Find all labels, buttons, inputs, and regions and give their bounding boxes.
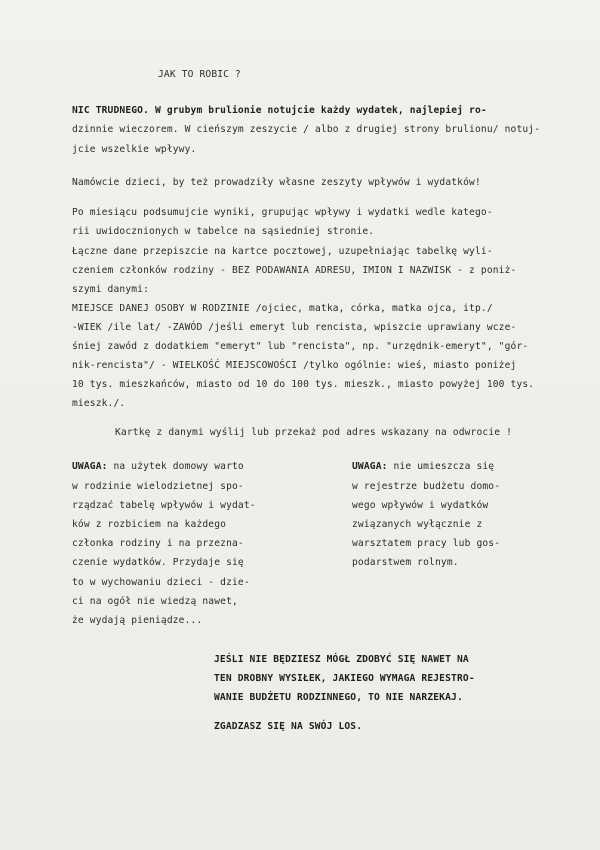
note-left-line-9: że wydają pieniądze... bbox=[72, 615, 203, 626]
note-left-line-8: ci na ogół nie wiedzą nawet, bbox=[72, 596, 238, 607]
note-right-label: UWAGA: bbox=[352, 461, 388, 472]
closing-line-4: ZGADZASZ SIĘ NA SWÓJ LOS. bbox=[214, 721, 363, 732]
paragraph-4-line-5: -WIEK /ile lat/ -ZAWÓD /jeśli emeryt lub rencista, wpiszcie uprawiany wcze- bbox=[72, 322, 517, 333]
note-left-line-7: to w wychowaniu dzieci - dzie- bbox=[72, 577, 250, 588]
paragraph-5: Kartkę z danymi wyślij lub przekaż pod adres wskazany na odwrocie ! bbox=[115, 427, 513, 438]
paragraph-1-line-2: dzinnie wieczorem. W cieńszym zeszycie / albo z drugiej strony brulionu/ notuj- bbox=[72, 124, 541, 135]
note-left-line-5: członka rodziny i na przezna- bbox=[72, 538, 244, 549]
paragraph-4-line-3: szymi danymi: bbox=[72, 284, 150, 295]
note-right-line-2: w rejestrze budżetu domo- bbox=[352, 481, 501, 492]
paragraph-4-line-4: MIEJSCE DANEJ OSOBY W RODZINIE /ojciec, matka, córka, matka ojca, itp./ bbox=[72, 303, 493, 314]
paragraph-3-line-2: rii uwidocznionych w tabelce na sąsiedniej stronie. bbox=[72, 226, 375, 237]
paragraph-2: Namówcie dzieci, by też prowadziły własne zeszyty wpływów i wydatków! bbox=[72, 177, 481, 188]
paragraph-4-line-1: Łączne dane przepiszcie na kartce pocztowej, uzupełniając tabelkę wyli- bbox=[72, 246, 493, 257]
closing-line-2: TEN DROBNY WYSIŁEK, JAKIEGO WYMAGA REJESTRO- bbox=[214, 673, 475, 684]
note-left-line-2: w rodzinie wielodzietnej spo- bbox=[72, 481, 244, 492]
note-left-first-text: na użytek domowy warto bbox=[107, 461, 244, 472]
note-right-line-3: wego wpływów i wydatków bbox=[352, 500, 489, 511]
paragraph-1-line-1: NIC TRUDNEGO. W grubym brulionie notujcie każdy wydatek, najlepiej ro- bbox=[72, 105, 487, 116]
note-left-label: UWAGA: bbox=[72, 461, 108, 472]
note-left-line-1 bbox=[72, 462, 244, 472]
note-right-line-5: warsztatem pracy lub gos- bbox=[352, 538, 501, 549]
note-right-line-1 bbox=[352, 462, 494, 472]
note-left-line-4: ków z rozbiciem na każdego bbox=[72, 519, 227, 530]
paragraph-1-line-3: jcie wszelkie wpływy. bbox=[72, 144, 197, 155]
paragraph-4-line-2: czeniem członków rodziny - BEZ PODAWANIA ADRESU, IMION I NAZWISK - z poniż- bbox=[72, 265, 517, 276]
closing-line-1: JEŚLI NIE BĘDZIESZ MÓGŁ ZDOBYĆ SIĘ NAWET NA bbox=[214, 654, 469, 665]
note-left-line-6: czenie wydatków. Przydaje się bbox=[72, 557, 244, 568]
note-left-line-3: rządzać tabelę wpływów i wydat- bbox=[72, 500, 256, 511]
paragraph-4-line-8: 10 tys. mieszkańców, miasto od 10 do 100 tys. mieszk., miasto powyżej 100 tys. bbox=[72, 379, 535, 390]
note-right-line-6: podarstwem rolnym. bbox=[352, 557, 459, 568]
page-title: JAK TO ROBIC ? bbox=[158, 69, 241, 80]
paragraph-3-line-1: Po miesiącu podsumujcie wyniki, grupując wpływy i wydatki wedle katego- bbox=[72, 207, 493, 218]
note-right-line-4: związanych wyłącznie z bbox=[352, 519, 483, 530]
paragraph-4-line-9: mieszk./. bbox=[72, 398, 126, 409]
paragraph-4-line-7: nik-rencista"/ - WIELKOŚĆ MIEJSCOWOŚCI /tylko ogólnie: wieś, miasto poniżej bbox=[72, 360, 517, 371]
note-right-first-text: nie umieszcza się bbox=[387, 461, 495, 472]
closing-line-3: WANIE BUDŻETU RODZINNEGO, TO NIE NARZEKAJ. bbox=[214, 692, 463, 703]
paragraph-4-line-6: śniej zawód z dodatkiem "emeryt" lub "rencista", np. "urzędnik-emeryt", "gór- bbox=[72, 341, 529, 352]
